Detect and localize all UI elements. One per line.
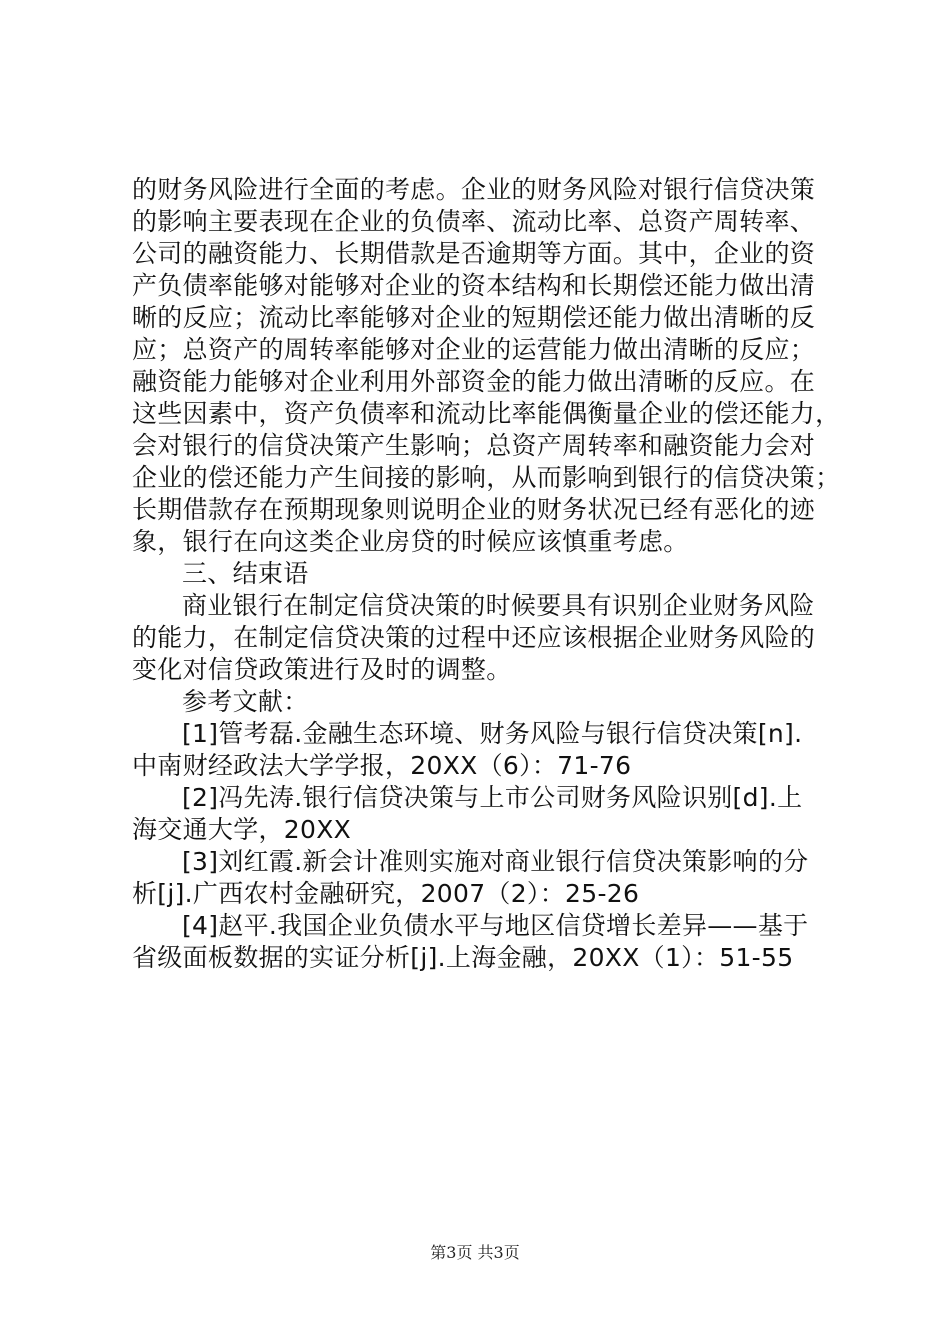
text-line: 参考文献： [182,687,309,716]
text-line: 象，银行在向这类企业房贷的时候应该慎重考虑。 [132,527,689,556]
text-line: 的财务风险进行全面的考虑。企业的财务风险对银行信贷决策 [132,175,816,204]
text-line: 海交通大学，20XX [132,815,352,844]
text-line: [3]刘红霞.新会计准则实施对商业银行信贷决策影响的分 [182,847,809,876]
document-body [132,174,841,974]
text-line: 的影响主要表现在企业的负债率、流动比率、总资产周转率、 [132,207,816,236]
text-line: 的能力，在制定信贷决策的过程中还应该根据企业财务风险的 [132,623,816,652]
text-line: [1]管考磊.金融生态环境、财务风险与银行信贷决策[n]. [182,719,803,748]
text-line: 商业银行在制定信贷决策的时候要具有识别企业财务风险 [182,591,815,620]
text-line: 析[j].广西农村金融研究，2007（2）：25-26 [132,879,640,908]
text-line: 中南财经政法大学学报，20XX（6）：71-76 [132,751,632,780]
text-line: 变化对信贷政策进行及时的调整。 [132,655,512,684]
text-line: 省级面板数据的实证分析[j].上海金融，20XX（1）：51-55 [132,943,794,972]
text-line: [2]冯先涛.银行信贷决策与上市公司财务风险识别[d].上 [182,783,803,812]
text-line: 公司的融资能力、长期借款是否逾期等方面。其中，企业的资 [132,239,816,268]
page-footer: 第3页 共3页 [430,1243,520,1262]
text-line: 产负债率能够对能够对企业的资本结构和长期偿还能力做出清 [132,271,816,300]
text-line: 应；总资产的周转率能够对企业的运营能力做出清晰的反应； [132,335,816,364]
text-line: 三、结束语 [182,559,309,588]
text-line: 会对银行的信贷决策产生影响；总资产周转率和融资能力会对 [132,431,816,460]
text-line: 企业的偿还能力产生间接的影响，从而影响到银行的信贷决策； [132,463,841,492]
text-line: 融资能力能够对企业利用外部资金的能力做出清晰的反应。在 [132,367,816,396]
text-line: 晰的反应；流动比率能够对企业的短期偿还能力做出清晰的反 [132,303,816,332]
text-line: 这些因素中，资产负债率和流动比率能偶衡量企业的偿还能力， [132,399,841,428]
text-line: [4]赵平.我国企业负债水平与地区信贷增长差异——基于 [182,911,809,940]
text-line: 长期借款存在预期现象则说明企业的财务状况已经有恶化的迹 [132,495,816,524]
